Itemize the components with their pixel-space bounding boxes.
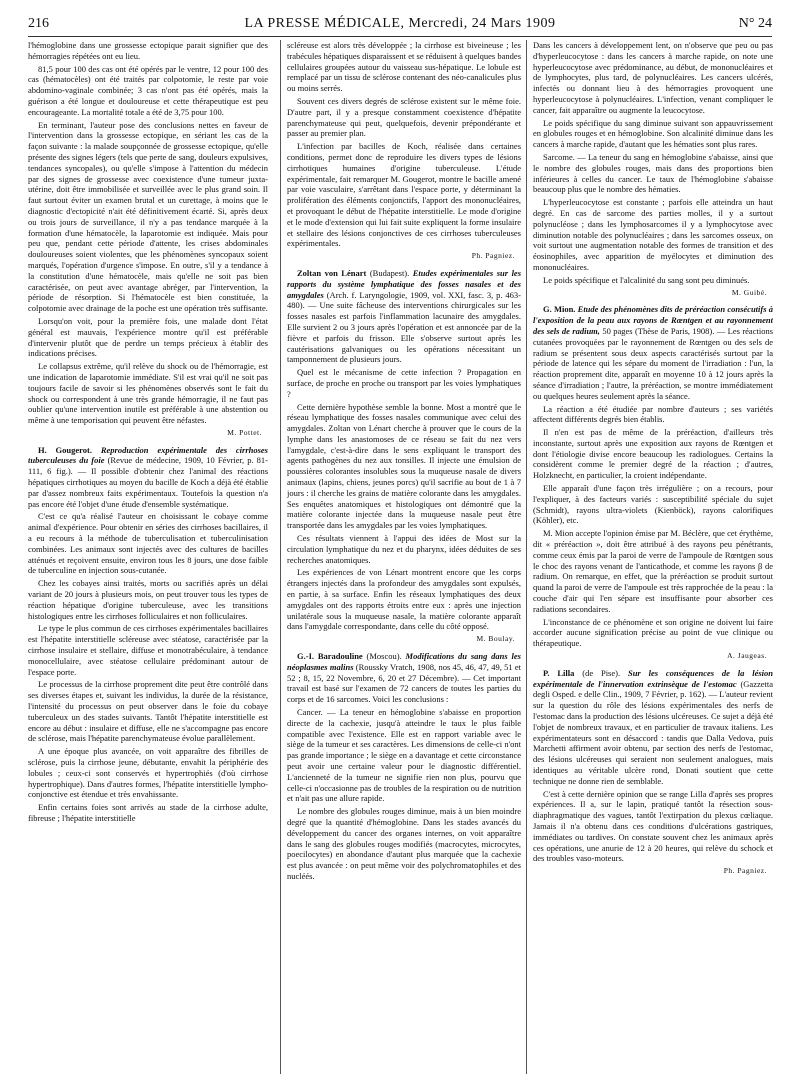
paragraph: C'est ce qu'a réalisé l'auteur en choisissant le cobaye comme animal d'expérience. Pour obtenir en séries des cirrhoses bacillaires, il a eu recours à la méthode de tuberculisation et tuberculinisation combinées. Les animaux sont injectés avec des cultures de bacilles atténués et reçoivent ensuite, environ tous les 8 jours, une dose faible de tuberculine en injection sous-cutanée. (28, 511, 268, 576)
paragraph: Le poids spécifique du sang diminue suivant son appauvrissement en globules rouges et en hémoglobine. Son alcalinité diminue dans les cancers à marche rapide, d'autant que les hématies sont plus rares. (533, 117, 773, 150)
review-source: (Roussky Vratch, 1908, nos 45, 46, 47, 49, 51 et 52 ; 8, 15, 22 Novembre, 6, 20 et 27 Décembre). — Cet important travail est basé sur l'examen de 72 cancers de toutes les parties du corps et de 16 sarcomes. Voici les conclusions : (287, 661, 521, 705)
paragraph: Souvent ces divers degrés de sclérose existent sur le même foie. D'autre part, il y a presque constamment coexistence d'hépatite parenchymateuse qui peut, quelquefois, devenir prépondérante et passer au premier plan. (287, 95, 521, 139)
paragraph: En terminant, l'auteur pose des conclusions nettes en faveur de l'intervention dans la grossesse ectopique, en sériant les cas de la façon suivante : la malade soupçonnée de grossesse ectopique, qu'elle présente des signes légers (tels que perte de sang, douleurs expulsives, tendances syncopales), ou qu'elle s'impose à l'attention du médecin par des signes de grossesse avec coexistence d'une tumeur juxta-utérine, doit être immobilisée et surveillée avec le plus grand soin. Il faut surtout éviter un examen brutal et un curettage, à moins que le diagnostic d'ectopicité n'ait été définitivement écarté. Si, après deux ou trois jours de surveillance, il n'y a pas tendance marquée à la formation d'une hématocèle, la laparotomie est indiquée. Mais pour peu que, pendant cette période d'attente, les crises abdominales douloureuses soient violentes, que les phénomènes syncopaux soient marqués, l'opération d'urgence s'impose. En outre, s'il y a tendance à la constitution d'une hématocèle, mais qu'elle ne soit pas bien caractérisée, on peut avec avantage abréger, par l'intervention, la période de résorption. Si l'hématocèle est bien constituée, la colpotomie avec drainage de la poche est une opération très suffisante. (28, 119, 268, 314)
review-title: Sur les conséquences de la lésion expérimentale de l'innervation extrinsèque de l'estomac (533, 667, 773, 689)
page-header (28, 16, 772, 37)
review-entry (28, 445, 268, 510)
review-place: (de Pise). (582, 667, 621, 678)
paragraph: Le type le plus commun de ces cirrhoses expérimentales bacillaires est l'hépatite interstitielle scléreuse avec stéatose, caractérisée par la cirrhose insulaire et stellaire, diffuse et monotrabéculaire, à tendance monocellulaire, avec stéatose cellulaire prédominant autour de l'espace porte. (28, 623, 268, 677)
paragraph: 81,5 pour 100 des cas ont été opérés par le ventre, 12 pour 100 des cas (hématocèles) ont été traités par colpotomie, le reste par voie abdomino-vaginale combinée; 3 cas n'ont pas été opérés, mais la guérison a été longue et douloureuse et cette thérapeutique est peu encourageante. La mortalité totale a été de 3,75 pour 100. (28, 63, 268, 117)
review-place: (Moscou). (366, 651, 402, 662)
paragraph: Le nombre des globules rouges diminue, mais à un bien moindre degré que la quantité d'hémoglobine. Dans les stades avancés du développement du cancer des organes internes, on voit apparaître dans le sang des globules rouges modifiés (macrocytes, microcytes, poecilocytes) en abondance d'autant plus marquée que la cachexie est plus avancée : on peut même voir des polychromatophiles et des nucléés. (287, 806, 521, 881)
review-author: G. Mion. (543, 304, 576, 315)
paragraph: scléreuse est alors très développée ; la cirrhose est biveineuse ; les trabécules hépatiques disparaissent et se réduisent à quelques bandes cellulaires groupées autour du vaisseau sus-hépatique. Le lobule est remplacé par un tissu de sclérose contenant des néo-canalicules plus ou moins serrés. (287, 40, 521, 94)
review-author: P. Lilla (543, 667, 575, 678)
paragraph: Elle apparaît d'une façon très irrégulière ; on a recours, pour l'expliquer, à des facteurs variés : susceptibilité spéciale du sujet (Schmidt), rayons ultra-violets (Kienböck), rayons calorifiques (Köhler), etc. (533, 483, 773, 526)
paragraph: Dans les cancers à développement lent, on n'observe que peu ou pas d'hyperleucocytose : dans les cancers à marche rapide, on note une hyperleucocytose avec prédominance, au début, de mononucléaires et de lymphocytes, plus tard, de polynucléaires. Les cancers ulcérés, infectés ou donnant lieu à des hémorragies provoquent une hyperleucocytose à polynucléaires. L'infection, venant compliquer le cancer, fait apparaître ou augmente la leucocytose. (533, 40, 773, 115)
reviewer-signature: A. Jaugeas. (727, 651, 767, 661)
paragraph: Il n'en est pas de même de la préréaction, d'ailleurs très inconstante, surtout après une exposition aux rayons de Rœntgen et dont l'étiologie divise encore beaucoup les radiologues. Certains la considèrent comme le premier degré de la réaction ; d'autres, Holzknecht, en particulier, la croient indépendante. (533, 427, 773, 481)
review-entry (287, 268, 521, 365)
reviewer-signature: Ph. Pagniez. (471, 251, 515, 261)
paragraph: Chez les cobayes ainsi traités, morts ou sacrifiés après un délai variant de 20 jours à plusieurs mois, on peut trouver tous les types de réaction hépatique d'origine tuberculeuse, avec les transitions histologiques entre les cirrhoses folliculaires et non folliculaires. (28, 578, 268, 621)
journal-title: LA PRESSE MÉDICALE, Mercredi, 24 Mars 1909 (244, 16, 556, 31)
issue-number: N° 24 (738, 16, 772, 31)
paragraph: Sarcome. — La teneur du sang en hémoglobine s'abaisse, ainsi que le nombre des globules rouges, mais dans des proportions bien inférieures à celles du cancer. Le taux de l'hémoglobine s'abaisse beaucoup plus que le nombre des hématies. (533, 151, 773, 195)
paragraph: Le processus de la cirrhose proprement dite peut être contrôlé dans ses diverses étapes et, suivant les individus, la durée de la résistance, l'intensité du processus on peut observer dans le foie du cobaye tuberculeux un des stades suivants. Tantôt l'hépatite interstitielle est encore au début : insulaire et diffuse, elle ne s'accompagne pas encore de sclérose, mais l'hépatite parenchymateuse évolue parallèlement. (28, 679, 268, 744)
review-title: Etudes expérimentales sur les rapports du système lymphatique des fosses nasales et des amygdales (287, 267, 521, 300)
paragraph: A une époque plus avancée, on voit apparaître des fibrilles de sclérose, puis la cirrhose jeune, débutante, envahit la périphérie des lobules ; ceux-ci sont conservés et hypertrophiés (d'où cirrhose hypertrophique). Dans d'autres formes, l'hépatite interstitielle lympho-conjonctive est étendue et très envahissante. (28, 746, 268, 800)
paragraph: La réaction a été étudiée par nombre d'auteurs ; ses variétés affectent différents degrés bien établis. (533, 403, 773, 425)
page-number: 216 (28, 16, 49, 31)
paragraph: Le poids spécifique et l'alcalinité du sang sont peu diminués. (543, 274, 750, 285)
review-title: Etude des phénomènes dits de préréaction consécutifs à l'exposition de la peau aux rayons de Rœntgen et au rayonnement des sels de radium, (533, 304, 773, 336)
review-source: (Gazzetta degli Osped. e delle Clin., 1909, 7 Février, p. 162). — L'auteur revient sur la question du rôle des lésions expérimentales des nerfs de l'estomac dans la production des lésions ulcéreuses. Ce sujet a déjà été l'objet de nombreux travaux, et en particulier de travaux italiens. Les expérimentateurs sont en désaccord : tandis que Dalla Vedova, puis Marchetti affirment avoir obtenu, par section des nerfs de l'estomac, des lésions ulcéreuses qui seraient non seulement analogues, mais identiques au véritable ulcère rond, Donati soutient que cette technique ne donne rien de semblable. (533, 678, 773, 786)
review-entry (287, 651, 521, 705)
column-left (28, 40, 268, 1074)
review-title: Modifications du sang dans les néoplasmes malins (287, 651, 521, 672)
review-place: (Budapest). (369, 267, 410, 278)
reviewer-signature: Ph. Pagniez. (723, 866, 767, 876)
review-author: G.-I. Baradouline (297, 651, 363, 662)
paragraph: Enfin certains foies sont arrivés au stade de la cirrhose adulte, fibreuse ; l'hépatite interstitielle (28, 802, 268, 823)
paragraph: L'infection par bacilles de Koch, réalisée dans certaines conditions, permet donc de reproduire les divers types de lésions cirrhotiques humaines d'origine tuberculeuse. L'étude expérimentale, fait remarquer M. Gougerot, montre le bacille amené par voie vasculaire, s'arrêtant dans l'espace porte, y déterminant la prolifération des éléments conjonctifs, l'apport des mononucléaires, et provoquant le début de l'hépatite interstitielle. Le mode d'origine et le mode d'extension qui lui fait suite expliquent la forme insulaire et stellaire des lésions conjonctives de ces cirrhoses tuberculeuses expérimentales. (287, 141, 521, 249)
review-author: H. Gougerot. (38, 444, 92, 455)
paragraph: Cette dernière hypothèse semble la bonne. Most a montré que le réseau lymphatique des fosses nasales communique avec celui des amygdales. Zoltan von Lénart cherche à prouver que le cours de la lymphe dans les anastomoses de ce réseau se fait du nez vers l'amygdale, c'est-à-dire dans le sens expliquant le transport des agents pathogènes du nez aux tonsilles. Il injecte une émulsion de poussières colorantes insolubles sous la muqueuse nasale de divers animaux (lapins, chiens, jeunes porcs) qu'il sacrifie au bout de 1 à 7 jours : il cherche les grains de matière colorante dans les amygdales. Ses enquêtes anatomiques et histologiques ont démontré que la matière colorante injectée dans la muqueuse nasale peut être transportée dans les amygdales par les voies lymphatiques. (287, 401, 521, 531)
reviewer-signature: M. Pottet. (227, 427, 262, 437)
paragraph: Quel est le mécanisme de cette infection ? Propagation en surface, de proche en proche ou transport par les voies lymphatiques ? (287, 367, 521, 399)
review-entry (533, 304, 773, 401)
review-author: Zoltan von Lénart (297, 267, 367, 278)
paragraph: C'est à cette dernière opinion que se range Lilla d'après ses propres expériences. Il a, sur le lapin, pratiqué tantôt la résection sous-diaphragmatique des vagues, tantôt l'extirpation du plexus cœliaque. Jamais il n'a obtenu dans ces conditions d'ulcérations gastriques, immédiates ou tardives. On constate souvent chez les animaux après ces opérations, une anurie de 12 à 20 heures, qui relève du schock et des troubles vaso-moteurs. (533, 788, 773, 864)
review-source: (Revue de médecine, 1909, 10 Février, p. 81-111, 6 fig.). — Il possible d'obtenir chez l'animal des réactions hépatiques cirrhotiques au moyen du bacille de Koch a déjà été établie par d'assez nombreux faits expérimentaux. Toutefois la question n'a pas encore été l'objet d'une étude d'ensemble systématique. (28, 455, 268, 509)
paragraph: Cancer. — La teneur en hémoglobine s'abaisse en proportion directe de la cachexie, jusqu'à atteindre le taux le plus faible compatible avec l'existence. Elle est en rapport variable avec le siège de la tumeur et ses caractères. Les dimensions de celle-ci n'ont pas grande importance ; le siège en a davantage et cette circonstance peut avoir une certaine valeur pour le diagnostic différentiel. L'ancienneté de la tumeur ne signifie rien non plus, pourvu que celle-ci n'occasionne pas de troubles de la respiration ou de nutrition et n'ait pas une allure rapide. (287, 707, 521, 804)
paragraph: Les expériences de von Lénart montrent encore que les corps étrangers injectés dans la profondeur des amygdales sont expulsés, en partie, à sa surface. Enfin les réseaux lymphatiques des deux amygdales ont des rapports étroits entre eux : après une injection unilatérale sous la muqueuse nasale, la matière colorante apparaît dans l'amygdale correspondante, dans celle du côté opposé. (287, 567, 521, 632)
paragraph: L'hyperleucocytose est constante ; parfois elle atteindra un haut degré. En cas de sarcome des parties molles, il y a surtout polynucléose ; dans les lymphosarcomes il y a lymphocytose avec diminution notable des polynucléaires ; dans les sarcomes osseux, on voit surtout une augmentation notable des formes de transition et des éosinophiles, avec apparition de myélocytes et diminution des mononucléaires. (533, 197, 773, 272)
paragraph: Lorsqu'on voit, pour la première fois, une malade dont l'état général est mauvais, l'expérience montre qu'il est préférable d'intervenir plutôt que de perdre un temps précieux à établir des indications précises. (28, 315, 268, 359)
paragraph: Le collapsus extrême, qu'il relève du shock ou de l'hémorragie, est une indication de laparotomie immédiate. S'il est vrai qu'il ne soit pas toujours facile de savoir si les phénomènes observés sont le fait du shock ou correspondent à une très grande hémorragie, il ne faut pas oublier qu'une intervention inutile est préférable à une abstention ou même à une temporisation qui peuvent être néfastes. (28, 361, 268, 426)
review-title: Reproduction expérimentale des cirrhoses tuberculeuses du foie (28, 444, 268, 466)
column-middle (280, 40, 521, 1074)
reviewer-signature: M. Boulay. (476, 634, 515, 644)
column-right (526, 40, 773, 1074)
review-source: 50 pages (Thèse de Paris, 1908). — Les réactions cutanées provoquées par le rayonnement de Rœntgen ou des sels de radium se présentent sous deux aspects caractérisés surtout par la période de latence qui les sépare du moment de l'irradiation : l'un, la réaction proprement dite, apparaît en moyenne 10 à 12 jours après la séance d'irradiation ; l'autre, la préréaction, se montre immédiatement ou quelques heures seulement après la séance. (533, 325, 773, 401)
review-source: (Arch. f. Laryngologie, 1909, vol. XXI, fasc. 3, p. 463-480). — Une suite fâcheuse des interventions chirurgicales sur les fosses nasales est parfois l'inflammation lacunaire des amygdales. Elle survient 2 ou 3 jours après l'opération et est annoncée par de la fièvre et parfois du frisson. Elle s'observe surtout après les cautérisations galvaniques ou les opérations nécessitant un tamponnement de plusieurs jours. (287, 289, 521, 365)
paragraph: Ces résultats viennent à l'appui des idées de Most sur la circulation lymphatique du nez et du pharynx, idées déduites de ses recherches anatomiques. (287, 533, 521, 565)
paragraph: l'hémoglobine dans une grossesse ectopique parait signifier que des hémorragies répétées ont eu lieu. (28, 40, 268, 61)
paragraph: L'inconstance de ce phénomène et son origine ne doivent lui faire accorder aucune signification précise au point de vue clinique ou thérapeutique. (533, 616, 773, 649)
reviewer-signature: M. Guibé. (731, 287, 767, 297)
review-entry (533, 668, 773, 787)
paragraph: M. Mion accepte l'opinion émise par M. Béclère, que cet érythème, dit « préréaction », doit être attribué à des rayons peu pénétrants, comme ceux émis par la paroi de verre de l'ampoule de Rœntgen sous le choc des rayons venant de l'anticathode, et comme les rayons β de radium. On remarque, en effet, que la préréaction se produit surtout quand la paroi de verre de l'ampoule est très rapprochée de la peau : la couche d'air qui l'en sépare est insuffisante pour absorber ces radiations secondaires. (533, 528, 773, 614)
